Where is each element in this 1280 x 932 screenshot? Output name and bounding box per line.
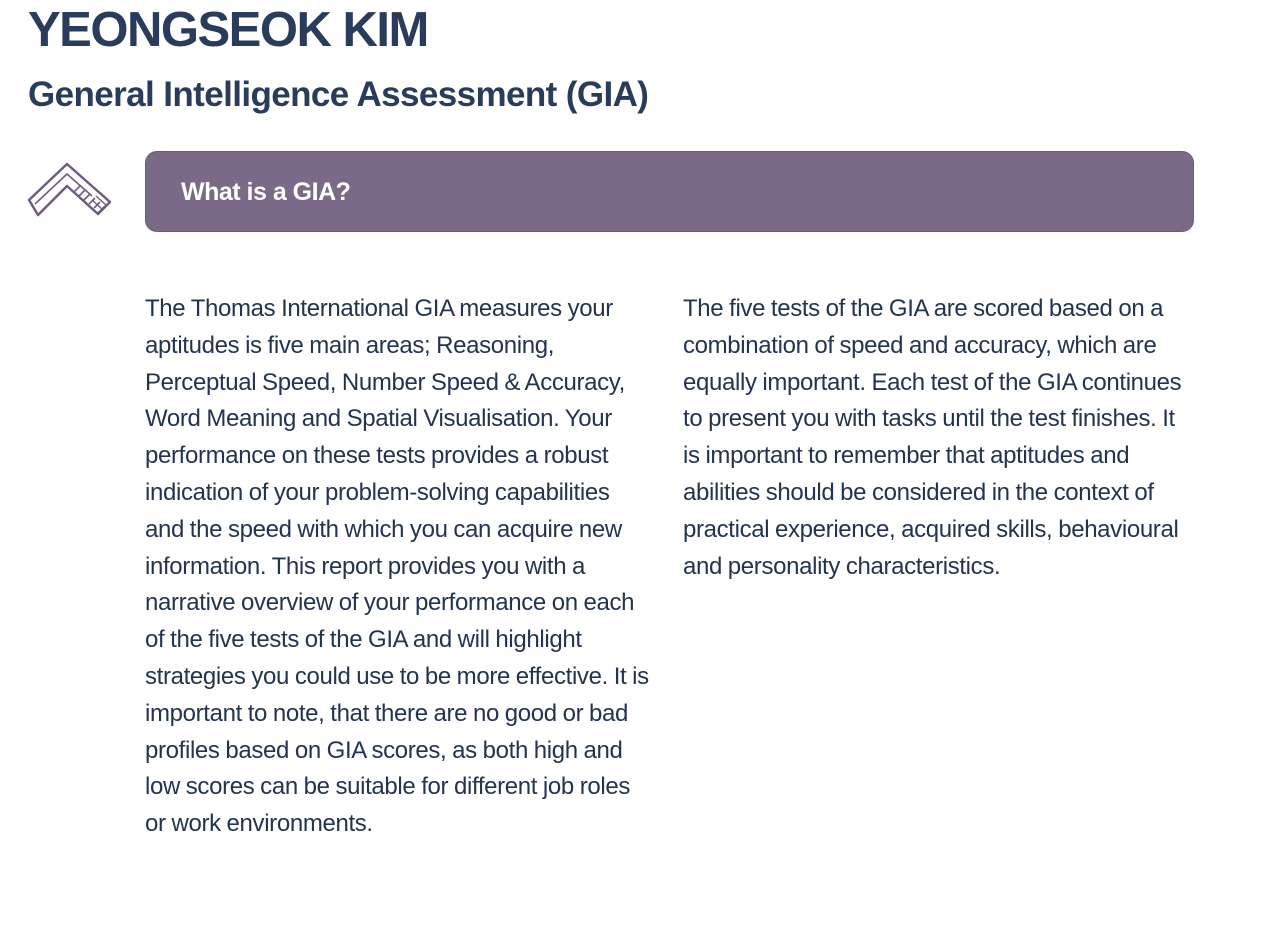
section-title: What is a GIA?	[181, 178, 351, 206]
intro-paragraph-right: The five tests of the GIA are scored based on a combination of speed and accuracy, which are equally important. Each test of the GIA continues to present you with tasks until the test finishes. It is important to remember that aptitudes and abilities should be considered in the context of practical experience, acquired skills, behavioural and personality characteristics.	[683, 295, 1182, 580]
ruler-corner-icon	[26, 160, 114, 224]
report-title: General Intelligence Assessment (GIA)	[28, 75, 649, 114]
section-banner	[145, 151, 1194, 232]
candidate-name: YEONGSEOK KIM	[28, 3, 428, 57]
intro-paragraph-left: The Thomas International GIA measures your aptitudes is five main areas; Reasoning, Perceptual Speed, Number Speed & Accuracy, Word Meaning and Spatial Visualisation. Your performance on these tests provides a robust indication of your problem-solving capabilities and the speed with which you can acquire new information. This report provides you with a narrative overview of your performance on each of the five tests of the GIA and will highlight strategies you could use to be more effective. It is important to note, that there are no good or bad profiles based on GIA scores, as both high and low scores can be suitable for different job roles or work environments.	[145, 295, 649, 838]
